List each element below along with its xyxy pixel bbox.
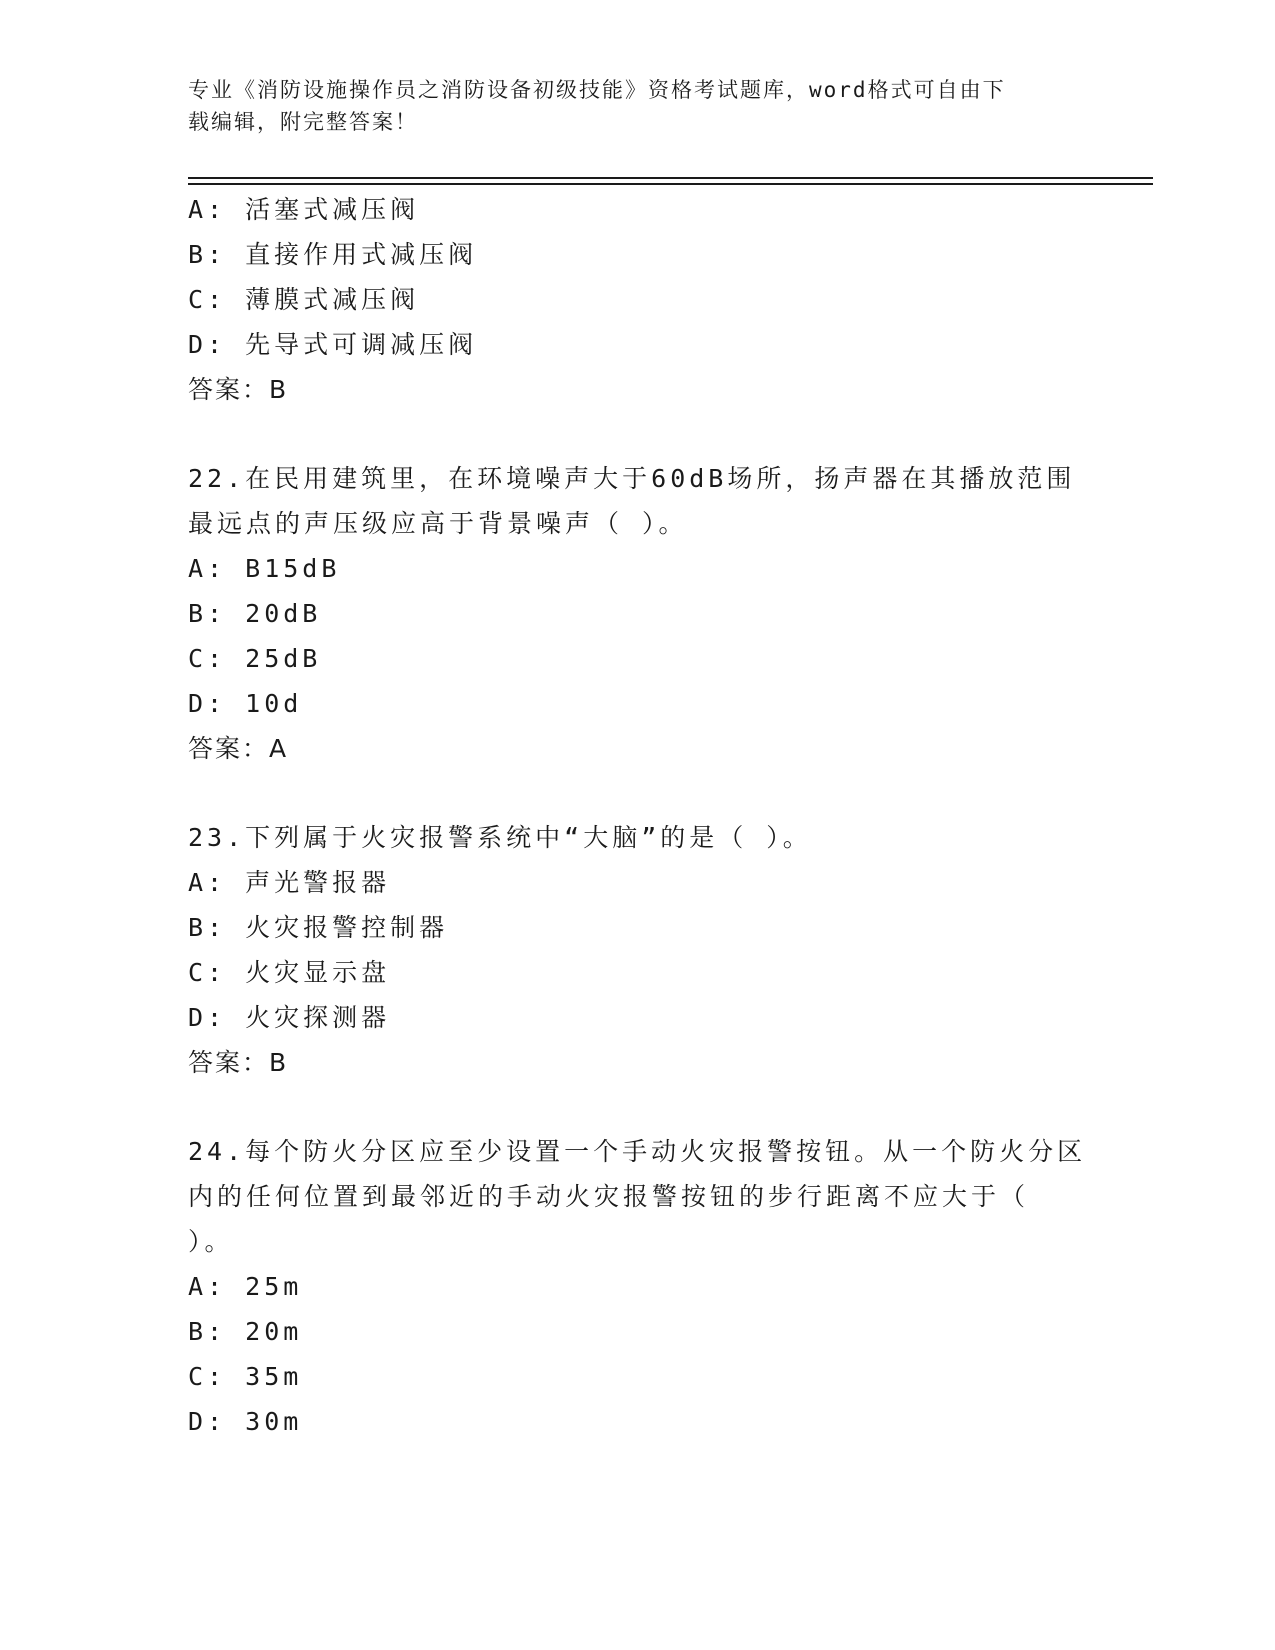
q23-option-d: D: 火灾探测器 [188, 1003, 391, 1032]
q21-option-b: B: 直接作用式减压阀 [188, 240, 478, 269]
q24-option-c: C: 35m [188, 1362, 303, 1391]
header-line-1: 专业《消防设施操作员之消防设备初级技能》资格考试题库，word格式可自由下 [188, 78, 1006, 102]
header-divider-bottom [188, 183, 1153, 185]
q24-option-a: A: 25m [188, 1272, 303, 1301]
q21-answer: 答案：B [188, 375, 289, 404]
document-header [188, 74, 1068, 138]
q22-option-c: C: 25dB [188, 644, 322, 673]
q22-stem-line-1: 22.在民用建筑里，在环境噪声大于60dB场所，扬声器在其播放范围 [188, 464, 1076, 493]
q24-stem-line-2: 内的任何位置到最邻近的手动火灾报警按钮的步行距离不应大于（ [188, 1182, 1030, 1211]
q23-option-c: C: 火灾显示盘 [188, 958, 391, 987]
header-line-2: 载编辑，附完整答案！ [188, 110, 418, 134]
q22-option-d: D: 10d [188, 689, 303, 718]
q24-stem-line-3: ）。 [188, 1227, 234, 1256]
q24-option-b: B: 20m [188, 1317, 303, 1346]
q21-option-d: D: 先导式可调减压阀 [188, 330, 478, 359]
q23-answer: 答案：B [188, 1048, 289, 1077]
q22-stem-line-2: 最远点的声压级应高于背景噪声（ ）。 [188, 509, 688, 538]
q21-option-c: C: 薄膜式减压阀 [188, 285, 420, 314]
q22-option-a: A: B15dB [188, 554, 341, 583]
q21-option-a: A: 活塞式减压阀 [188, 195, 420, 224]
q22-answer: 答案：A [188, 734, 289, 763]
q23-option-a: A: 声光警报器 [188, 868, 391, 897]
q24-stem-line-1: 24.每个防火分区应至少设置一个手动火灾报警按钮。从一个防火分区 [188, 1137, 1087, 1166]
q23-option-b: B: 火灾报警控制器 [188, 913, 449, 942]
q22-option-b: B: 20dB [188, 599, 322, 628]
q24-option-d: D: 30m [188, 1407, 303, 1436]
header-divider-top [188, 177, 1153, 179]
q23-stem-line-1: 23.下列属于火灾报警系统中“大脑”的是（ ）。 [188, 823, 812, 852]
